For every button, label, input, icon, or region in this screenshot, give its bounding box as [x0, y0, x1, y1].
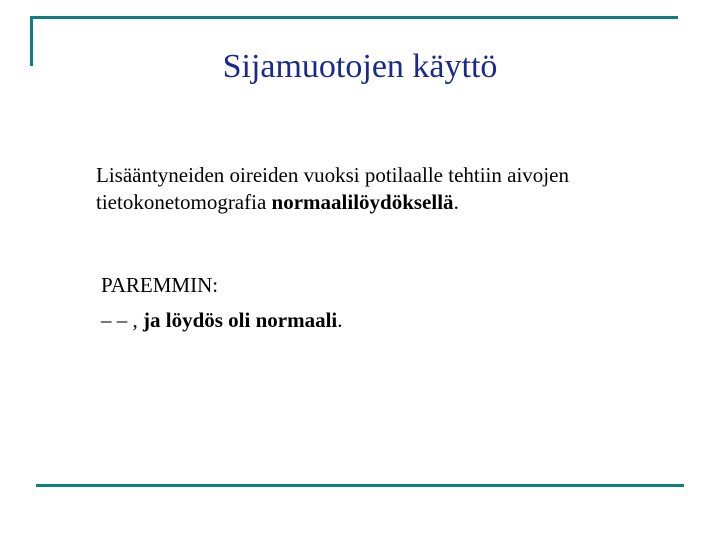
- bottom-rule: [36, 484, 684, 487]
- better-sentence-dashes: – – ,: [101, 308, 143, 332]
- original-sentence-text: Lisääntyneiden oireiden vuoksi potilaalle tehtiin aivojen tietokonetomografia: [96, 163, 569, 214]
- better-sentence: [101, 307, 343, 334]
- original-sentence: [96, 162, 656, 216]
- top-rule: [30, 16, 678, 19]
- better-heading: PAREMMIN:: [101, 273, 219, 297]
- better-sentence-period: .: [337, 308, 343, 332]
- slide-title: Sijamuotojen käyttö: [222, 48, 498, 85]
- better-sentence-emphasis: ja löydös oli normaali: [143, 308, 338, 332]
- original-sentence-period: .: [453, 190, 459, 214]
- original-sentence-emphasis: normaalilöydöksellä: [271, 190, 454, 214]
